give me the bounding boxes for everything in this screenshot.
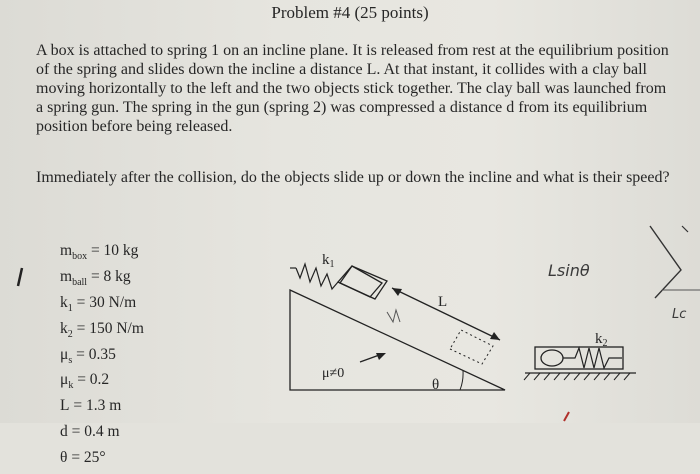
problem-statement: A box is attached to spring 1 on an incline plane. It is released from rest at the equilibrium position of the spring and slides down the incline a distance L. At that instant, it collides with a clay ball moving horizontally to the left and the two objects stick together. The clay ball was launched from a spring gun. The spring in the gun (spring 2) was compressed a distance d from its equilibrium position before being released. xyxy=(36,42,669,135)
ground-hatching xyxy=(524,373,630,380)
handwritten-triangle-sketch xyxy=(650,226,681,298)
k2-label: k xyxy=(595,331,603,347)
handwritten-note: Lsinθ xyxy=(548,261,590,280)
pencil-scribble xyxy=(387,310,400,322)
given-item: $m_{box} = 10$ kg xyxy=(60,242,139,263)
margin-tick-mark xyxy=(18,268,22,286)
given-item: θ = 25° xyxy=(60,449,106,467)
clay-ball xyxy=(541,350,563,366)
k1-subscript: 1 xyxy=(329,259,335,270)
k1-label: k xyxy=(322,252,330,268)
handwritten-margin-note: Lc xyxy=(672,307,687,322)
given-item: $k_1 = 30$ N/m xyxy=(60,293,137,314)
red-pen-mark xyxy=(564,412,569,421)
svg-text:k1 xyxy=(322,252,335,270)
handwritten-mark xyxy=(682,226,688,232)
k2-subscript: 2 xyxy=(602,338,608,349)
mu-label: μ≠0 xyxy=(322,366,345,381)
given-item: L = 1.3 m xyxy=(60,397,122,415)
problem-title: Problem #4 (25 points) xyxy=(271,3,429,22)
box-final-position xyxy=(450,330,493,364)
L-label: L xyxy=(438,294,448,310)
spring-k2 xyxy=(563,348,622,368)
svg-text:k2 xyxy=(595,331,608,349)
given-item: $m_{ball} = 8$ kg xyxy=(60,267,131,288)
given-item: $\mu_k = 0.2$ xyxy=(60,371,110,392)
given-item: d = 0.4 m xyxy=(60,423,120,441)
problem-question: Immediately after the collision, do the objects slide up or down the incline and what is their speed? xyxy=(36,169,670,186)
given-item: $\mu_s = 0.35$ xyxy=(60,345,116,366)
theta-label: θ xyxy=(432,377,440,393)
given-item: $k_2 = 150$ N/m xyxy=(60,319,144,340)
angle-arc xyxy=(460,371,463,390)
